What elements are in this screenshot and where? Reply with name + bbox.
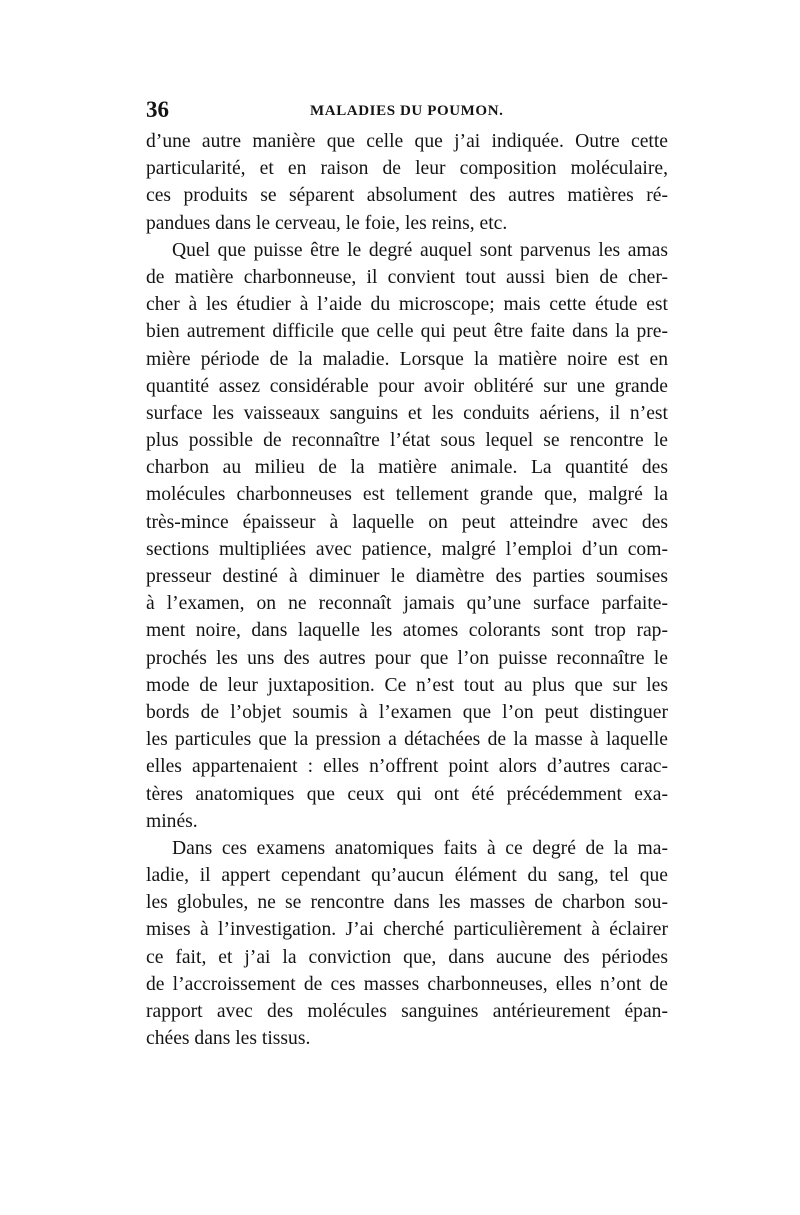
- text-line: les globules, ne se rencontre dans les masses de charbon sou-: [146, 892, 668, 914]
- text-line: plus possible de reconnaître l’état sous lequel se rencontre le: [146, 430, 668, 452]
- text-line: sections multipliées avec patience, malgré l’emploi d’un com-: [146, 538, 668, 560]
- running-title: MALADIES DU POUMON.: [310, 103, 504, 119]
- text-line: bords de l’objet soumis à l’examen que l’on peut distinguer: [146, 701, 668, 723]
- text-line: surface les vaisseaux sanguins et les conduits aériens, il n’est: [146, 402, 668, 424]
- text-line: presseur destiné à diminuer le diamètre des parties soumises: [146, 566, 668, 587]
- text-line: tères anatomiques que ceux qui ont été précédemment exa-: [146, 783, 668, 805]
- text-line: ces produits se séparent absolument des autres matières ré-: [146, 185, 668, 207]
- text-line: ment noire, dans laquelle les atomes colorants sont trop rap-: [146, 620, 668, 642]
- text-line: ce fait, et j’ai la conviction que, dans aucune des périodes: [146, 946, 668, 968]
- text-line: particularité, et en raison de leur composition moléculaire,: [146, 158, 668, 180]
- page-number: 36: [146, 97, 169, 122]
- text-line: pandues dans le cerveau, le foie, les reins, etc.: [146, 212, 508, 234]
- text-line: d’une autre manière que celle que j’ai indiquée. Outre cette: [146, 131, 668, 152]
- text-line: elles appartenaient : elles n’offrent point alors d’autres carac-: [146, 756, 668, 778]
- page-header: [146, 96, 668, 124]
- text-line: mises à l’investigation. J’ai cherché particulièrement à éclairer: [146, 919, 668, 941]
- text-line: de matière charbonneuse, il convient tout aussi bien de cher-: [146, 266, 668, 288]
- text-line: molécules charbonneuses est tellement grande que, malgré la: [146, 484, 668, 506]
- text-line: charbon au milieu de la matière animale. La quantité des: [146, 457, 668, 479]
- text-line: à l’examen, on ne reconnaît jamais qu’une surface parfaite-: [146, 593, 668, 615]
- text-line: ladie, il appert cependant qu’aucun élément du sang, tel que: [146, 865, 668, 887]
- text-line: chées dans les tissus.: [146, 1028, 311, 1050]
- text-line: mode de leur juxtaposition. Ce n’est tout au plus que sur les: [146, 674, 668, 696]
- text-line: mière période de la maladie. Lorsque la matière noire est en: [146, 348, 668, 370]
- text-line: rapport avec des molécules sanguines antérieurement épan-: [146, 1001, 668, 1022]
- text-line: prochés les uns des autres pour que l’on puisse reconnaître le: [146, 647, 668, 669]
- text-line: quantité assez considérable pour avoir oblitéré sur une grande: [146, 375, 668, 397]
- paragraph-start-line: Dans ces examens anatomiques faits à ce degré de la ma-: [172, 837, 668, 859]
- text-line: cher à les étudier à l’aide du microscope; mais cette étude est: [146, 294, 668, 316]
- text-line: les particules que la pression a détachées de la masse à laquelle: [146, 729, 668, 751]
- paragraph-start-line: Quel que puisse être le degré auquel sont parvenus les amas: [172, 239, 668, 261]
- text-line: bien autrement difficile que celle qui peut être faite dans la pre-: [146, 321, 668, 343]
- text-line: de l’accroissement de ces masses charbonneuses, elles n’ont de: [146, 973, 668, 995]
- text-line: très-mince épaisseur à laquelle on peut atteindre avec des: [146, 511, 668, 533]
- text-line: minés.: [146, 810, 198, 832]
- body-text: [146, 128, 668, 1052]
